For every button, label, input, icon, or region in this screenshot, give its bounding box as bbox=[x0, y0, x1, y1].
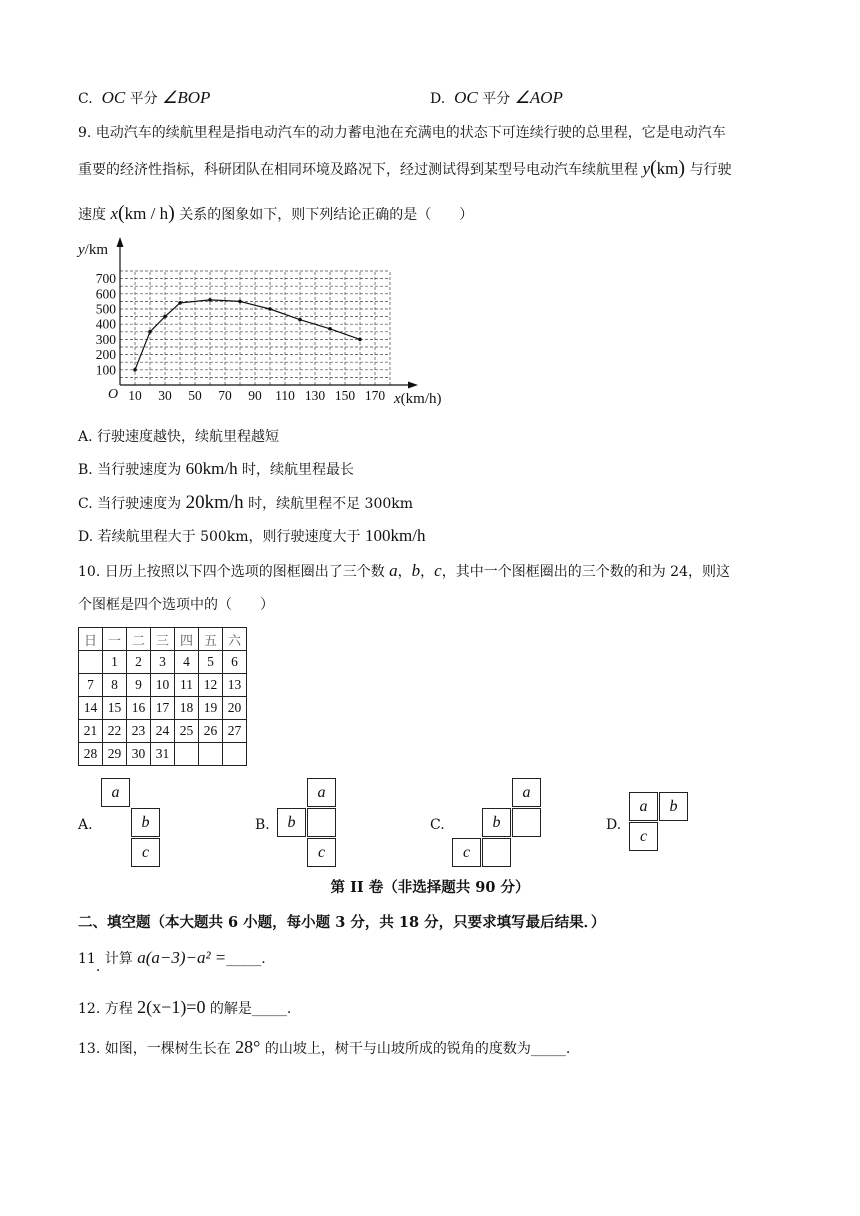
x-tick-label: 10 bbox=[128, 388, 142, 403]
data-point bbox=[178, 301, 182, 305]
calendar-day-cell bbox=[79, 651, 103, 674]
calendar-header-cell: 日 bbox=[79, 628, 103, 651]
calendar-day-cell: 30 bbox=[127, 743, 151, 766]
y-tick-label: 500 bbox=[95, 301, 116, 317]
figure-c-empty-cell bbox=[512, 808, 541, 837]
q9-stem-line1: 9. 电动汽车的续航里程是指电动汽车的动力蓄电池在充满电的状态下可连续行驶的总里程，它是电动汽车 bbox=[78, 125, 726, 141]
q9-option-b: B. 当行驶速度为 60km/h 时，续航里程最长 bbox=[78, 459, 355, 478]
q10-stem-line1: 10. 日历上按照以下四个选项的图框圈出了三个数 a，b，c，其中一个图框圈出的三个数的和为 24，则这 bbox=[78, 561, 730, 580]
x-tick-label: 110 bbox=[275, 388, 295, 403]
figure-a-cell-a: a bbox=[101, 778, 130, 807]
calendar-header-cell: 一 bbox=[103, 628, 127, 651]
figure-b-cell-b: b bbox=[277, 808, 306, 837]
figure-b-cell-a: a bbox=[307, 778, 336, 807]
series-line bbox=[135, 300, 360, 370]
y-tick-label: 600 bbox=[95, 286, 116, 302]
q9-option-c: C. 当行驶速度为 20km/h 时，续航里程不足 300km bbox=[78, 492, 414, 513]
calendar-row bbox=[79, 720, 247, 743]
x-tick-label: 50 bbox=[188, 388, 202, 403]
figure-a-cell-b: b bbox=[131, 808, 160, 837]
data-point bbox=[133, 368, 137, 372]
calendar-day-cell: 5 bbox=[199, 651, 223, 674]
y-tick-label: 300 bbox=[95, 331, 116, 347]
calendar-day-cell: 20 bbox=[223, 697, 247, 720]
calendar-day-cell: 1 bbox=[103, 651, 127, 674]
y-tick-label: 100 bbox=[95, 362, 116, 378]
calendar-header-cell: 五 bbox=[199, 628, 223, 651]
calendar-day-cell bbox=[175, 743, 199, 766]
q8-option-c: C. OC 平分 ∠BOP bbox=[78, 88, 211, 107]
q10-stem-line2: 个图框是四个选项中的（ ） bbox=[78, 597, 274, 613]
calendar-header-cell: 三 bbox=[151, 628, 175, 651]
x-axis-arrow bbox=[408, 382, 418, 389]
x-tick-label: 70 bbox=[218, 388, 232, 403]
figure-c-cell-a: a bbox=[512, 778, 541, 807]
calendar-day-cell: 3 bbox=[151, 651, 175, 674]
data-point bbox=[148, 330, 152, 334]
calendar-day-cell: 13 bbox=[223, 674, 247, 697]
q9-option-d: D. 若续航里程大于 500km，则行驶速度大于 100km/h bbox=[78, 526, 426, 545]
part2-heading: 二、填空题（本大题共 6 小题，每小题 3 分，共 18 分，只要求填写最后结果．） bbox=[78, 914, 606, 931]
figure-d-cell-c: c bbox=[629, 822, 658, 851]
q10-label-d: D. bbox=[606, 817, 622, 833]
section-title: 第 II 卷（非选择题共 90 分） bbox=[330, 879, 530, 896]
calendar-day-cell bbox=[223, 743, 247, 766]
figure-b-empty-cell bbox=[307, 808, 336, 837]
calendar-day-cell: 19 bbox=[199, 697, 223, 720]
calendar-day-cell: 31 bbox=[151, 743, 175, 766]
calendar-day-cell: 12 bbox=[199, 674, 223, 697]
calendar-day-cell: 18 bbox=[175, 697, 199, 720]
calendar-day-cell: 10 bbox=[151, 674, 175, 697]
q10-label-b: B. bbox=[255, 817, 270, 833]
q12: 12. 方程 2(x−1)=0 的解是_____. bbox=[78, 997, 292, 1017]
calendar-day-cell: 22 bbox=[103, 720, 127, 743]
data-point bbox=[358, 338, 362, 342]
calendar-day-cell: 6 bbox=[223, 651, 247, 674]
calendar-day-cell: 23 bbox=[127, 720, 151, 743]
origin-label: O bbox=[108, 387, 119, 402]
data-point bbox=[328, 327, 332, 331]
x-axis-label: x(km/h) bbox=[394, 391, 442, 407]
calendar-day-cell: 16 bbox=[127, 697, 151, 720]
data-point bbox=[238, 300, 242, 304]
calendar-day-cell: 29 bbox=[103, 743, 127, 766]
x-tick-label: 30 bbox=[158, 388, 172, 403]
calendar-table bbox=[78, 627, 247, 766]
calendar-day-cell: 17 bbox=[151, 697, 175, 720]
q8-option-d: D. OC 平分 ∠AOP bbox=[430, 88, 563, 107]
calendar-day-cell: 26 bbox=[199, 720, 223, 743]
data-point bbox=[298, 318, 302, 322]
x-tick-label: 170 bbox=[364, 388, 386, 403]
calendar-day-cell: 9 bbox=[127, 674, 151, 697]
figure-d-cell-b: b bbox=[659, 792, 688, 821]
q9-stem-line2: 重要的经济性指标，科研团队在相同环境及路况下，经过测试得到某型号电动汽车续航里程 y(km) 与行驶 bbox=[78, 157, 732, 179]
calendar-day-cell: 7 bbox=[79, 674, 103, 697]
figure-a-cell-c: c bbox=[131, 838, 160, 867]
figure-d-cell-a: a bbox=[629, 792, 658, 821]
calendar-day-cell: 14 bbox=[79, 697, 103, 720]
q10-label-c: C. bbox=[430, 817, 445, 833]
q13: 13. 如图，一棵树生长在 28° 的山坡上，树干与山坡所成的锐角的度数为_____. bbox=[78, 1037, 571, 1057]
figure-c-empty-cell-2 bbox=[482, 838, 511, 867]
x-tick-label: 150 bbox=[334, 388, 356, 403]
calendar-row bbox=[79, 697, 247, 720]
calendar-day-cell: 28 bbox=[79, 743, 103, 766]
range-speed-chart bbox=[72, 233, 472, 413]
calendar-day-cell: 8 bbox=[103, 674, 127, 697]
q10-label-a: A. bbox=[78, 817, 93, 833]
calendar-row bbox=[79, 743, 247, 766]
y-tick-label: 200 bbox=[95, 347, 116, 363]
figure-b-cell-c: c bbox=[307, 838, 336, 867]
data-point bbox=[268, 307, 272, 311]
calendar-day-cell: 4 bbox=[175, 651, 199, 674]
calendar-day-cell: 27 bbox=[223, 720, 247, 743]
figure-c-cell-b: b bbox=[482, 808, 511, 837]
calendar-header-cell: 六 bbox=[223, 628, 247, 651]
calendar-day-cell: 2 bbox=[127, 651, 151, 674]
calendar-header-cell: 二 bbox=[127, 628, 151, 651]
figure-c-cell-c: c bbox=[452, 838, 481, 867]
q9-stem-line3: 速度 x(km / h) 关系的图象如下，则下列结论正确的是（ ） bbox=[78, 202, 474, 224]
x-tick-label: 130 bbox=[304, 388, 326, 403]
q11: 11. 计算 a(a−3)−a² =_____. bbox=[78, 948, 266, 975]
calendar-row bbox=[79, 651, 247, 674]
x-tick-label: 90 bbox=[248, 388, 262, 403]
calendar-day-cell: 15 bbox=[103, 697, 127, 720]
y-tick-label: 400 bbox=[95, 316, 116, 332]
calendar-day-cell: 25 bbox=[175, 720, 199, 743]
y-axis-arrow bbox=[117, 237, 124, 247]
calendar-day-cell: 11 bbox=[175, 674, 199, 697]
calendar-day-cell bbox=[199, 743, 223, 766]
calendar-row bbox=[79, 674, 247, 697]
calendar-day-cell: 24 bbox=[151, 720, 175, 743]
calendar-day-cell: 21 bbox=[79, 720, 103, 743]
calendar-header-cell: 四 bbox=[175, 628, 199, 651]
data-point bbox=[163, 315, 167, 319]
q9-option-a: A. 行驶速度越快，续航里程越短 bbox=[78, 429, 280, 445]
y-tick-label: 700 bbox=[95, 271, 116, 287]
data-point bbox=[208, 298, 212, 302]
y-axis-label: y/km bbox=[78, 242, 109, 258]
